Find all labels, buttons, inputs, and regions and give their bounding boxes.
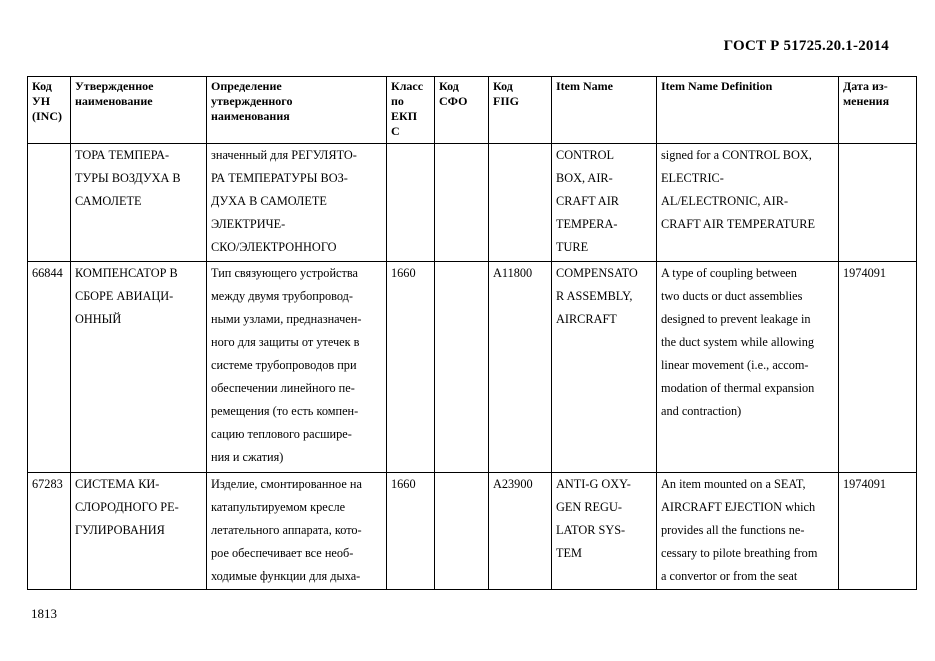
sfo-cell	[435, 473, 489, 590]
column-header	[552, 77, 657, 144]
cell-text-line: Код	[493, 79, 513, 93]
table-header-row	[28, 77, 917, 144]
cell-text-line: сацию теплового расшире-	[211, 427, 352, 441]
change-date-cell	[839, 144, 917, 262]
inc-code-cell	[28, 262, 71, 473]
fiig-cell	[489, 144, 552, 262]
cell-text-line: A23900	[493, 477, 533, 491]
column-header	[839, 77, 917, 144]
cell-text-line: менения	[843, 94, 890, 108]
classification-table	[27, 76, 917, 590]
cell-text-line: ГУЛИРОВАНИЯ	[75, 523, 165, 537]
cell-text-line: designed to prevent leakage in	[661, 312, 811, 326]
sfo-cell	[435, 262, 489, 473]
cell-text-line: 1974091	[843, 266, 887, 280]
cell-text-line: ДУХА В САМОЛЕТЕ	[211, 194, 327, 208]
cell-text-line: ELECTRIC-	[661, 171, 724, 185]
cell-text-line: ремещения (то есть компен-	[211, 404, 359, 418]
cell-text-line: 66844	[32, 266, 63, 280]
cell-text-line: СФО	[439, 94, 468, 108]
inc-code-cell	[28, 144, 71, 262]
cell-text-line: ТУРЫ ВОЗДУХА В	[75, 171, 181, 185]
cell-text-line: AIRCRAFT	[556, 312, 617, 326]
cell-text-line: 1974091	[843, 477, 887, 491]
fiig-cell	[489, 473, 552, 590]
cell-text-line: FIIG	[493, 94, 520, 108]
column-header	[435, 77, 489, 144]
column-header	[207, 77, 387, 144]
cell-text-line: Определение	[211, 79, 282, 93]
cell-text-line: наименование	[75, 94, 153, 108]
cell-text-line: two ducts or duct assemblies	[661, 289, 803, 303]
cell-text-line: ОННЫЙ	[75, 312, 122, 326]
cell-text-line: TURE	[556, 240, 589, 254]
cell-text-line: КОМПЕНСАТОР В	[75, 266, 178, 280]
change-date-cell	[839, 473, 917, 590]
cell-text-line: CONTROL	[556, 148, 615, 162]
cell-text-line: AIRCRAFT EJECTION which	[661, 500, 816, 514]
cell-text-line: TEMPERA-	[556, 217, 618, 231]
cell-text-line: Тип связующего устройства	[211, 266, 358, 280]
cell-text-line: между двумя трубопровод-	[211, 289, 354, 303]
cell-text-line: An item mounted on a SEAT,	[661, 477, 806, 491]
cell-text-line: A11800	[493, 266, 533, 280]
cell-text-line: ного для защиты от утечек в	[211, 335, 360, 349]
cell-text-line: 1660	[391, 266, 416, 280]
document-code: ГОСТ Р 51725.20.1-2014	[723, 38, 889, 54]
cell-text-line: BOX, AIR-	[556, 171, 613, 185]
cell-text-line: Код	[32, 79, 52, 93]
cell-text-line: 1660	[391, 477, 416, 491]
item-name-cell	[552, 144, 657, 262]
sfo-cell	[435, 144, 489, 262]
class-cell	[387, 144, 435, 262]
cell-text-line: provides all the functions ne-	[661, 523, 805, 537]
definition-cell	[207, 473, 387, 590]
cell-text-line: РА ТЕМПЕРАТУРЫ ВОЗ-	[211, 171, 348, 185]
cell-text-line: Дата из-	[843, 79, 888, 93]
cell-text-line: signed for a CONTROL BOX,	[661, 148, 812, 162]
cell-text-line: Код	[439, 79, 459, 93]
cell-text-line: (INC)	[32, 109, 62, 123]
cell-text-line: Item Name	[556, 79, 613, 93]
cell-text-line: летательного аппарата, кото-	[211, 523, 362, 537]
cell-text-line: 67283	[32, 477, 63, 491]
cell-text-line: GEN REGU-	[556, 500, 622, 514]
cell-text-line: CRAFT AIR	[556, 194, 619, 208]
cell-text-line: СКО/ЭЛЕКТРОННОГО	[211, 240, 337, 254]
cell-text-line: a convertor or from the seat	[661, 569, 798, 583]
column-header	[71, 77, 207, 144]
item-definition-cell	[657, 262, 839, 473]
cell-text-line: cessary to pilote breathing from	[661, 546, 818, 560]
cell-text-line: R ASSEMBLY,	[556, 289, 633, 303]
cell-text-line: катапультируемом кресле	[211, 500, 346, 514]
table-row	[28, 262, 917, 473]
cell-text-line: linear movement (i.e., accom-	[661, 358, 809, 372]
cell-text-line: COMPENSATO	[556, 266, 638, 280]
cell-text-line: утвержденного	[211, 94, 293, 108]
item-definition-cell	[657, 473, 839, 590]
class-cell	[387, 473, 435, 590]
table-row	[28, 144, 917, 262]
item-definition-cell	[657, 144, 839, 262]
item-name-cell	[552, 473, 657, 590]
cell-text-line: С	[391, 124, 400, 138]
cell-text-line: СЛОРОДНОГО РЕ-	[75, 500, 179, 514]
approved-name-cell	[71, 144, 207, 262]
column-header	[657, 77, 839, 144]
cell-text-line: Item Name Definition	[661, 79, 773, 93]
approved-name-cell	[71, 262, 207, 473]
cell-text-line: ЭЛЕКТРИЧЕ-	[211, 217, 286, 231]
cell-text-line: TEM	[556, 546, 582, 560]
cell-text-line: ходимые функции для дыха-	[211, 569, 361, 583]
cell-text-line: and contraction)	[661, 404, 742, 418]
column-header	[28, 77, 71, 144]
cell-text-line: обеспечении линейного пе-	[211, 381, 355, 395]
cell-text-line: CRAFT AIR TEMPERATURE	[661, 217, 815, 231]
cell-text-line: наименования	[211, 109, 290, 123]
approved-name-cell	[71, 473, 207, 590]
class-cell	[387, 262, 435, 473]
change-date-cell	[839, 262, 917, 473]
column-header	[387, 77, 435, 144]
cell-text-line: системе трубопроводов при	[211, 358, 357, 372]
cell-text-line: modation of thermal expansion	[661, 381, 815, 395]
cell-text-line: Класс	[391, 79, 424, 93]
fiig-cell	[489, 262, 552, 473]
cell-text-line: Изделие, смонтированное на	[211, 477, 362, 491]
cell-text-line: УН	[32, 94, 51, 108]
cell-text-line: A type of coupling between	[661, 266, 797, 280]
cell-text-line: СИСТЕМА КИ-	[75, 477, 160, 491]
cell-text-line: ными узлами, предназначен-	[211, 312, 362, 326]
cell-text-line: the duct system while allowing	[661, 335, 815, 349]
cell-text-line: Утвержденное	[75, 79, 154, 93]
cell-text-line: рое обеспечивает все необ-	[211, 546, 354, 560]
cell-text-line: AL/ELECTRONIC, AIR-	[661, 194, 789, 208]
page-number: 1813	[31, 606, 57, 621]
inc-code-cell	[28, 473, 71, 590]
item-name-cell	[552, 262, 657, 473]
cell-text-line: значенный для РЕГУЛЯТО-	[211, 148, 357, 162]
column-header	[489, 77, 552, 144]
cell-text-line: СБОРЕ АВИАЦИ-	[75, 289, 174, 303]
cell-text-line: ТОРА ТЕМПЕРА-	[75, 148, 170, 162]
table-row	[28, 473, 917, 590]
cell-text-line: ЕКП	[391, 109, 418, 123]
definition-cell	[207, 144, 387, 262]
cell-text-line: ANTI-G OXY-	[556, 477, 631, 491]
definition-cell	[207, 262, 387, 473]
cell-text-line: LATOR SYS-	[556, 523, 626, 537]
cell-text-line: ния и сжатия)	[211, 450, 284, 464]
cell-text-line: САМОЛЕТЕ	[75, 194, 142, 208]
cell-text-line: по	[391, 94, 404, 108]
